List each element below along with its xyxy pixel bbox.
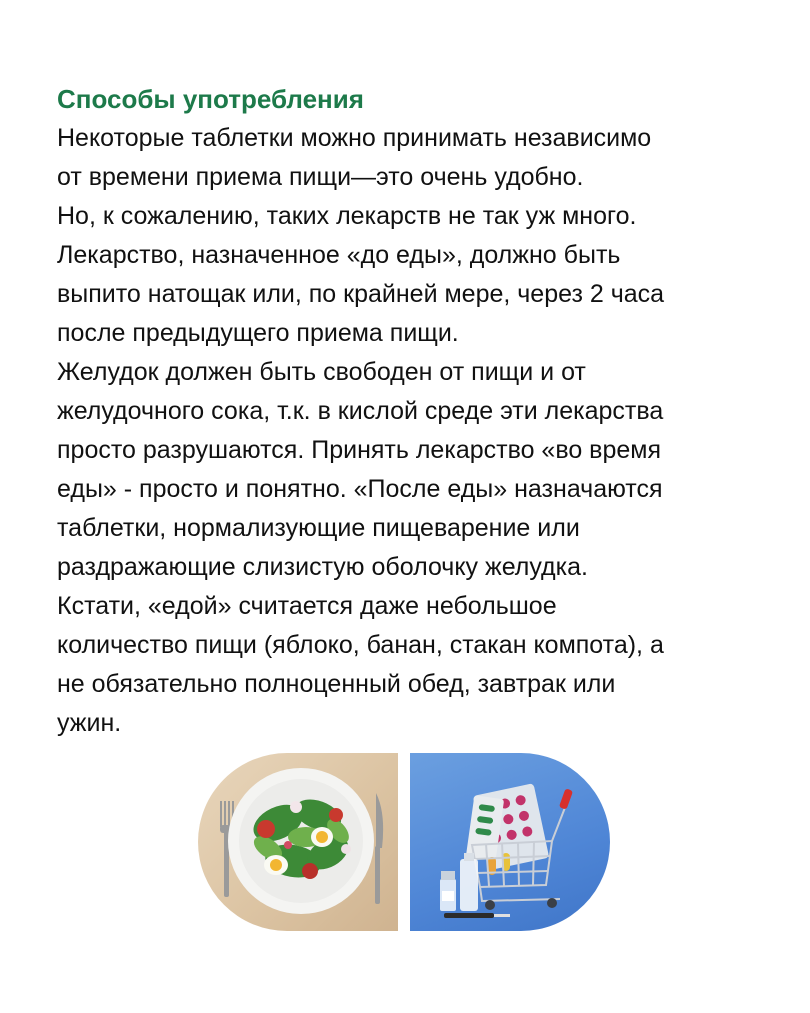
text-line: Кстати, «едой» считается даже небольшое bbox=[57, 592, 557, 620]
text-line: желудочного сока, т.к. в кислой среде эти лекарства bbox=[57, 397, 664, 425]
text-line: Лекарство, назначенное «до еды», должно быть bbox=[57, 241, 621, 269]
pills-shopping-cart-photo bbox=[410, 753, 610, 931]
text-line: выпито натощак или, по крайней мере, через 2 часа bbox=[57, 280, 665, 308]
text-line: Но, к сожалению, таких лекарств не так уж много. bbox=[57, 202, 637, 230]
illustration-pair bbox=[198, 753, 610, 931]
text-line: раздражающие слизистую оболочку желудка. bbox=[57, 553, 588, 581]
vial bbox=[460, 853, 478, 911]
text-line: от времени приема пищи—это очень удобно. bbox=[57, 163, 584, 191]
vial bbox=[440, 871, 456, 911]
egg-slice bbox=[311, 827, 333, 847]
section-heading: Способы употребления bbox=[57, 84, 364, 114]
text-line: не обязательно полноценный обед, завтрак или bbox=[57, 670, 616, 698]
text-line: просто разрушаются. Принять лекарство «во время bbox=[57, 436, 661, 464]
text-line: еды» - просто и понятно. «После еды» назначаются bbox=[57, 475, 663, 503]
text-line: Желудок должен быть свободен от пищи и от bbox=[57, 358, 586, 386]
body-text bbox=[57, 119, 777, 743]
egg-slice bbox=[264, 855, 288, 875]
text-line: Некоторые таблетки можно принимать независимо bbox=[57, 124, 652, 152]
text-line: после предыдущего приема пищи. bbox=[57, 319, 459, 347]
knife-icon bbox=[375, 793, 383, 904]
text-line: количество пищи (яблоко, банан, стакан компота), а bbox=[57, 631, 664, 659]
text-line: ужин. bbox=[57, 709, 122, 737]
text-line: таблетки, нормализующие пищеварение или bbox=[57, 514, 580, 542]
salad-plate-photo bbox=[198, 753, 398, 931]
syringe-icon bbox=[444, 913, 510, 918]
